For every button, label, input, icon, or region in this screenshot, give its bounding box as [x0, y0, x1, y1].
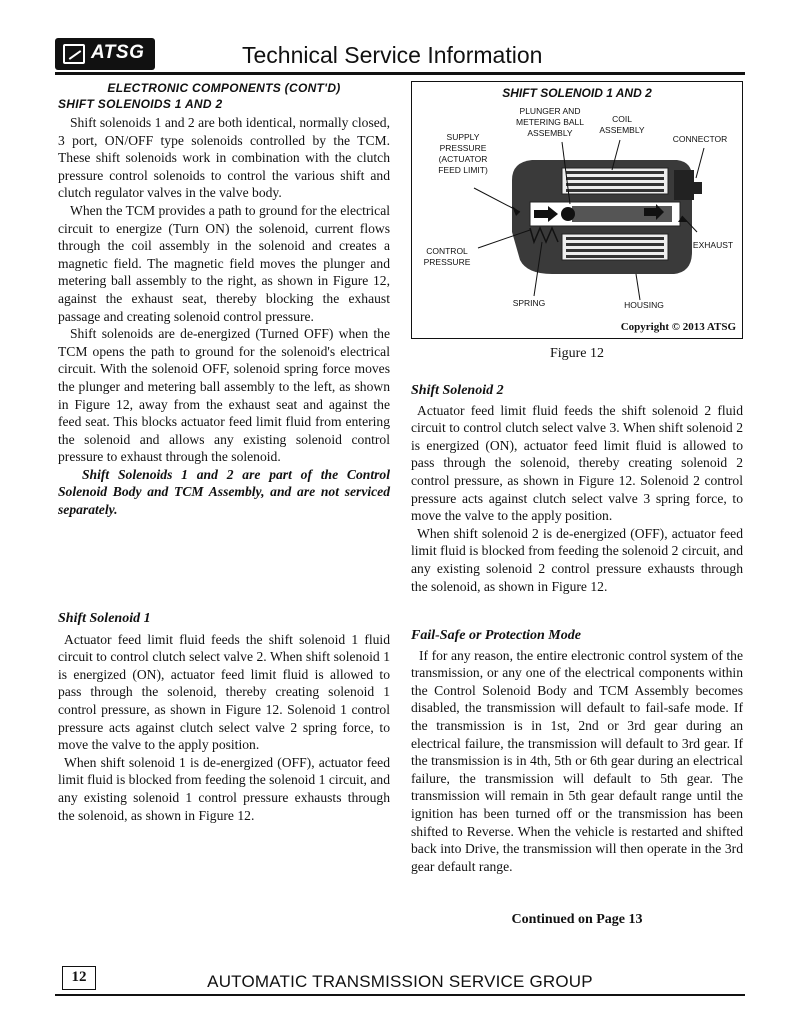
paragraph: Shift solenoids 1 and 2 are both identical, normally closed, 3 port, ON/OFF type solenoids controlled by the TCM. These shift solenoids work in combination with the clutch pressure control solenoids to control the various shift and clutch regulator valves in the valve body. — [58, 115, 390, 201]
metering-ball-shape — [561, 207, 575, 221]
label-exhaust: EXHAUST — [692, 240, 734, 250]
paragraph: If for any reason, the entire electronic control system of the transmission, or any one of the electrical components within the Control Solenoid Body and TCM Assembly becomes disabled, the transmission will default to fail-safe mode. If the transmission is in 1st, 2nd or 3rd gear during an electrical failure, the transmission will default to 3rd gear. If the transmission is in 4th, 5th or 6th gear during an electrical failure, the transmission will default to 5th gear. The transmission will remain in 5th gear default range until the ignition has been turned off or the transmission has been shifted to Reverse. When the vehicle is restarted and shifted back into Drive, the transmission will then operate in the 3rd gear default range. — [411, 647, 743, 874]
label-connector: CONNECTOR — [672, 134, 728, 144]
note-paragraph: Shift Solenoids 1 and 2 are part of the Control Solenoid Body and TCM Assembly, and are not serviced separately. — [58, 466, 390, 518]
ss1-heading: Shift Solenoid 1 — [58, 611, 151, 626]
continued-note: Continued on Page 13 — [511, 912, 643, 927]
footer-divider — [55, 994, 745, 996]
left-column-ss1 — [58, 610, 390, 824]
figure-title: SHIFT SOLENOID 1 AND 2 — [502, 86, 652, 100]
atsg-logo — [55, 38, 155, 70]
page-number: 12 — [62, 966, 96, 990]
label-plunger: PLUNGER AND METERING BALL ASSEMBLY — [515, 106, 585, 138]
connector-shape — [674, 170, 702, 200]
label-spring: SPRING — [512, 298, 546, 308]
paragraph: Actuator feed limit fluid feeds the shift solenoid 2 fluid circuit to control clutch select valve 3. When shift solenoid 2 is energized (ON), actuator feed limit fluid is allowed to pass through the solenoid, thereby creating solenoid 2 control pressure, as shown in Figure 12. Solenoid 2 control pressure acts against clutch select valve 3 spring force, to move the valve to the apply position. — [411, 402, 743, 524]
subsection-caption: SHIFT SOLENOIDS 1 AND 2 — [58, 97, 223, 111]
paragraph: Shift solenoids are de-energized (Turned OFF) when the TCM opens the path to ground for the solenoid's electrical circuit. With the solenoid OFF, solenoid spring force moves the plunger and metering ball assembly to the left, as shown in Figure 12, away from the exhaust seat and against the feed seat. This blocks actuator feed limit fluid from entering the solenoid and allows any existing solenoid control pressure to exhaust through the solenoid. — [58, 326, 390, 465]
failsafe-heading: Fail-Safe or Protection Mode — [411, 628, 581, 643]
paragraph: When the TCM provides a path to ground for the electrical circuit to energize (Turn ON) the solenoid, current flows through the coil assembly in the solenoid and creates a magnetic field. The magnetic field moves the plunger and metering ball assembly to the right, as shown in Figure 12, against the exhaust seat, thereby blocking the exhaust passage and creating solenoid control pressure. — [58, 202, 390, 324]
figure-copyright: Copyright © 2013 ATSG — [620, 321, 736, 333]
right-column-failsafe — [411, 627, 743, 875]
logo-text: ATSG — [91, 42, 145, 63]
label-supply-pressure: SUPPLY PRESSURE (ACTUATOR FEED LIMIT) — [438, 132, 488, 175]
left-column — [58, 80, 390, 519]
label-control-pressure: CONTROL PRESSURE — [423, 246, 471, 267]
label-housing: HOUSING — [624, 300, 664, 310]
figure-caption: Figure 12 — [549, 346, 605, 361]
section-caption: ELECTRONIC COMPONENTS (CONT'D) — [107, 81, 341, 95]
footer-text: AUTOMATIC TRANSMISSION SERVICE GROUP — [207, 972, 593, 991]
paragraph: When shift solenoid 1 is de-energized (OFF), actuator feed limit fluid is blocked from feeding the solenoid 1 circuit, and any existing solenoid 1 control pressure exhausts through the solenoid, as shown in Figure 12. — [58, 754, 390, 823]
ss2-heading: Shift Solenoid 2 — [411, 383, 504, 398]
page-title: Technical Service Information — [242, 42, 543, 68]
figure-12 — [411, 81, 743, 339]
right-column — [411, 382, 743, 595]
paragraph: Actuator feed limit fluid feeds the shift solenoid 1 fluid circuit to control clutch select valve 2. When shift solenoid 1 is energized (ON), actuator feed limit fluid is allowed to pass through the solenoid, thereby creating solenoid 1 control pressure, as shown in Figure 12. Solenoid 1 control pressure acts against clutch select valve 2 spring force, to move the valve to the apply position. — [58, 631, 390, 753]
header-divider — [55, 72, 745, 75]
label-coil: COIL ASSEMBLY — [599, 114, 645, 135]
paragraph: When shift solenoid 2 is de-energized (OFF), actuator feed limit fluid is blocked from feeding the solenoid 2 circuit, and any existing solenoid 2 control pressure exhausts through the solenoid, as shown in Figure 12. — [411, 525, 743, 594]
atsg-logo-icon — [63, 44, 85, 64]
